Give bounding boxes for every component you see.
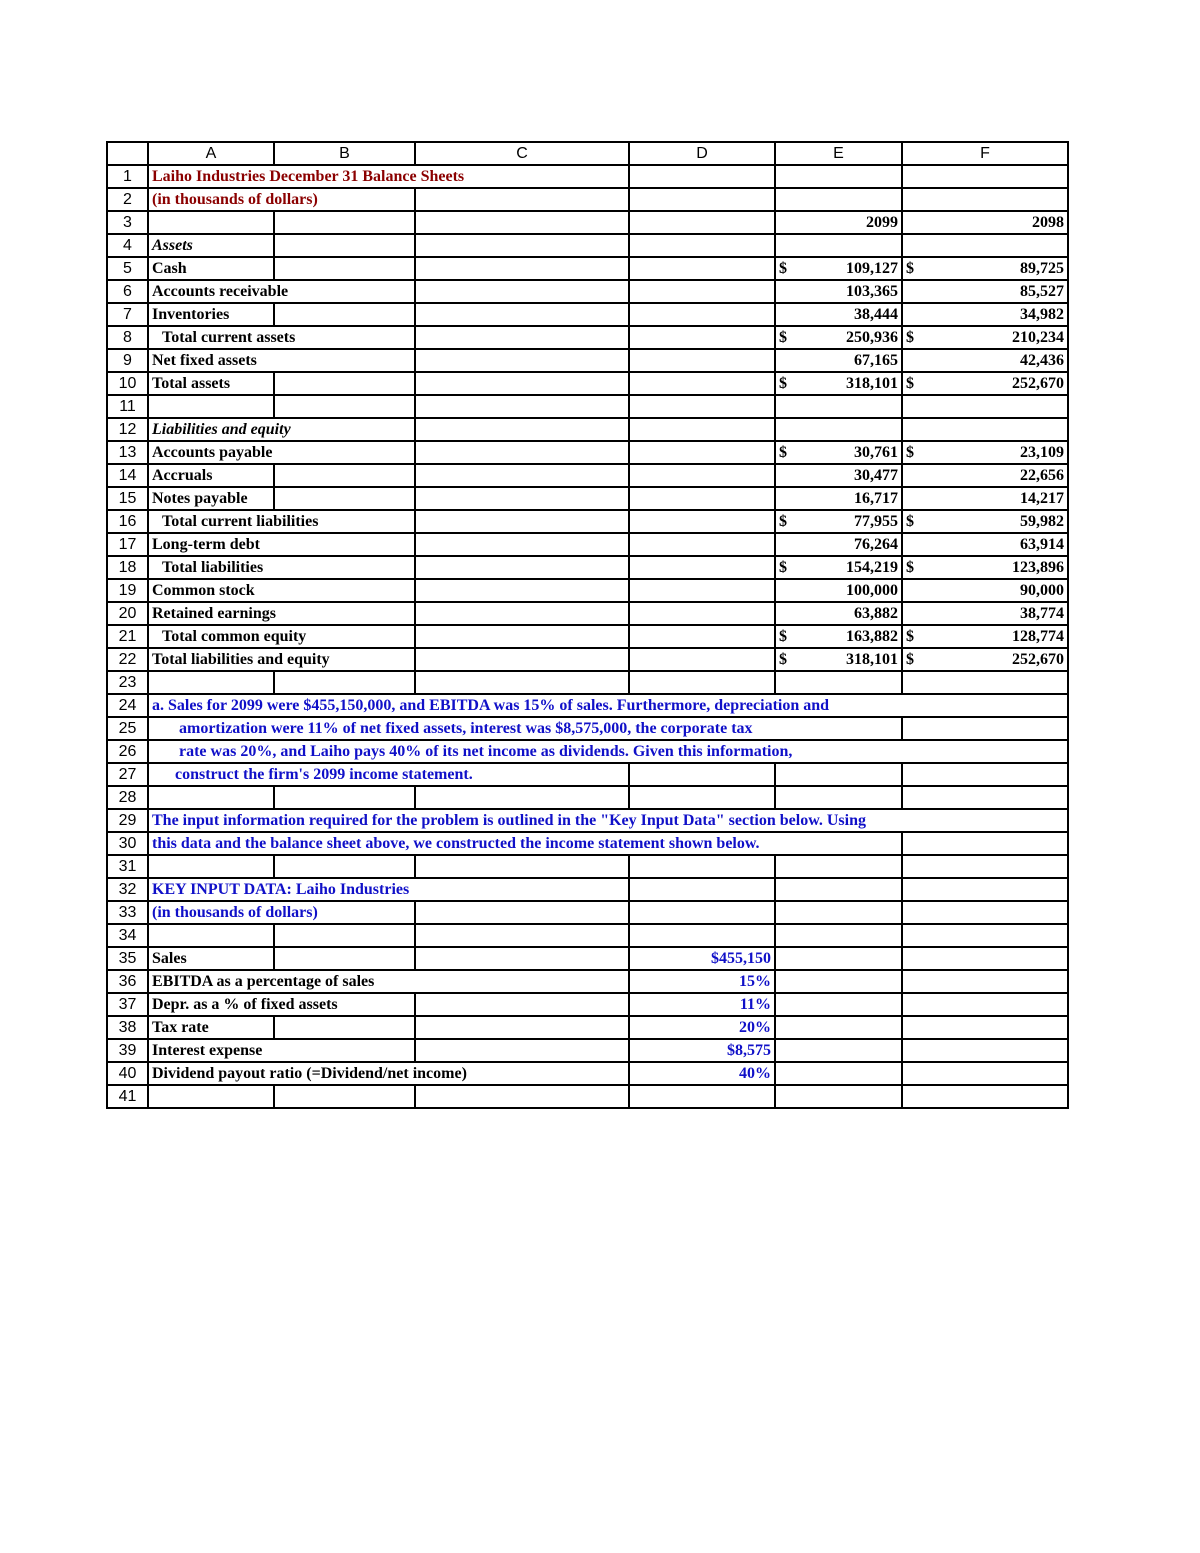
value-2098: 89,725 <box>1020 260 1064 277</box>
cell[interactable] <box>902 1062 1068 1085</box>
row-header[interactable]: 18 <box>107 556 148 579</box>
value-2099[interactable]: 67,165 <box>775 349 902 372</box>
cell[interactable] <box>902 947 1068 970</box>
cell[interactable] <box>629 556 775 579</box>
label-total-common-equity[interactable]: Total common equity <box>148 625 415 648</box>
cell[interactable] <box>629 188 775 211</box>
column-header-f[interactable]: F <box>902 142 1068 165</box>
column-header-e[interactable]: E <box>775 142 902 165</box>
cell[interactable] <box>902 832 1068 855</box>
question-line-4[interactable]: construct the firm's 2099 income statement. <box>148 763 629 786</box>
value-2098[interactable]: 63,914 <box>902 533 1068 556</box>
row-header[interactable]: 32 <box>107 878 148 901</box>
row-header[interactable]: 2 <box>107 188 148 211</box>
cell[interactable] <box>415 993 629 1016</box>
label-total-liabilities-and-equity[interactable]: Total liabilities and equity <box>148 648 415 671</box>
value-2099: 109,127 <box>846 260 898 277</box>
dollar-sign: $ <box>906 628 914 645</box>
cell[interactable] <box>902 878 1068 901</box>
cell[interactable] <box>629 372 775 395</box>
cell[interactable] <box>415 326 629 349</box>
cell[interactable] <box>629 510 775 533</box>
value-cell[interactable] <box>775 510 902 533</box>
value-2098: 128,774 <box>1012 628 1064 645</box>
row-header[interactable]: 4 <box>107 234 148 257</box>
cell[interactable] <box>274 1016 415 1039</box>
cell[interactable] <box>775 1062 902 1085</box>
cell[interactable] <box>902 924 1068 947</box>
cell[interactable] <box>148 786 274 809</box>
cell[interactable] <box>274 487 415 510</box>
input-value-interest[interactable]: $8,575 <box>629 1039 775 1062</box>
cell[interactable] <box>274 671 415 694</box>
cell[interactable] <box>415 395 629 418</box>
cell[interactable] <box>902 717 1068 740</box>
cell[interactable] <box>775 188 902 211</box>
dollar-sign: $ <box>779 651 787 668</box>
row-header[interactable]: 15 <box>107 487 148 510</box>
liabilities-heading[interactable]: Liabilities and equity <box>148 418 415 441</box>
row-header[interactable]: 12 <box>107 418 148 441</box>
cell[interactable] <box>415 1039 629 1062</box>
cell[interactable] <box>902 234 1068 257</box>
label-common-stock[interactable]: Common stock <box>148 579 415 602</box>
note-line-1[interactable]: The input information required for the problem is outlined in the "Key Input Data" section below. Using <box>148 809 1068 832</box>
year-2099-header[interactable]: 2099 <box>775 211 902 234</box>
value-cell[interactable] <box>902 648 1068 671</box>
value-cell[interactable] <box>902 372 1068 395</box>
label-long-term-debt[interactable]: Long-term debt <box>148 533 415 556</box>
cell[interactable] <box>148 1085 274 1108</box>
input-value-ebitda-pct[interactable]: 15% <box>629 970 775 993</box>
value-cell[interactable] <box>775 257 902 280</box>
value-2099: 30,761 <box>854 444 898 461</box>
cell[interactable] <box>274 855 415 878</box>
value-2098[interactable]: 42,436 <box>902 349 1068 372</box>
cell[interactable] <box>274 234 415 257</box>
input-label-sales[interactable]: Sales <box>148 947 274 970</box>
column-header-b[interactable]: B <box>274 142 415 165</box>
cell[interactable] <box>415 211 629 234</box>
cell[interactable] <box>415 901 629 924</box>
cell[interactable] <box>775 947 902 970</box>
row-header[interactable]: 9 <box>107 349 148 372</box>
column-header-d[interactable]: D <box>629 142 775 165</box>
input-value-tax-rate[interactable]: 20% <box>629 1016 775 1039</box>
row-header[interactable]: 39 <box>107 1039 148 1062</box>
cell[interactable] <box>415 1085 629 1108</box>
value-2098[interactable]: 14,217 <box>902 487 1068 510</box>
cell[interactable] <box>415 372 629 395</box>
value-cell[interactable] <box>775 372 902 395</box>
value-cell[interactable] <box>775 625 902 648</box>
row-header[interactable]: 34 <box>107 924 148 947</box>
cell[interactable] <box>902 993 1068 1016</box>
cell[interactable] <box>415 234 629 257</box>
cell[interactable] <box>629 326 775 349</box>
value-2098: 59,982 <box>1020 513 1064 530</box>
row-header[interactable]: 33 <box>107 901 148 924</box>
cell[interactable] <box>775 970 902 993</box>
dollar-sign: $ <box>906 260 914 277</box>
cell[interactable] <box>148 211 274 234</box>
cell[interactable] <box>415 786 629 809</box>
label-inventories[interactable]: Inventories <box>148 303 274 326</box>
cell[interactable] <box>274 464 415 487</box>
dollar-sign: $ <box>906 559 914 576</box>
cell[interactable] <box>629 165 775 188</box>
input-label-ebitda-pct[interactable]: EBITDA as a percentage of sales <box>148 970 629 993</box>
cell[interactable] <box>415 280 629 303</box>
row-header[interactable]: 19 <box>107 579 148 602</box>
cell[interactable] <box>629 441 775 464</box>
cell[interactable] <box>629 648 775 671</box>
row-header[interactable]: 24 <box>107 694 148 717</box>
cell[interactable] <box>629 1085 775 1108</box>
cell[interactable] <box>415 855 629 878</box>
row-header[interactable]: 7 <box>107 303 148 326</box>
value-cell[interactable] <box>902 556 1068 579</box>
cell[interactable] <box>629 234 775 257</box>
cell[interactable] <box>902 1016 1068 1039</box>
value-cell[interactable] <box>902 510 1068 533</box>
cell[interactable] <box>629 878 775 901</box>
label-notes-payable[interactable]: Notes payable <box>148 487 274 510</box>
dollar-sign: $ <box>906 329 914 346</box>
row-header[interactable]: 11 <box>107 395 148 418</box>
cell[interactable] <box>629 671 775 694</box>
question-line-1[interactable]: a. Sales for 2099 were $455,150,000, and EBITDA was 15% of sales. Furthermore, depreciation and <box>148 694 1068 717</box>
cell[interactable] <box>775 1085 902 1108</box>
cell[interactable] <box>274 211 415 234</box>
row-header[interactable]: 20 <box>107 602 148 625</box>
cell[interactable] <box>775 855 902 878</box>
value-2099[interactable]: 103,365 <box>775 280 902 303</box>
dollar-sign: $ <box>906 444 914 461</box>
cell[interactable] <box>902 763 1068 786</box>
row-header[interactable]: 13 <box>107 441 148 464</box>
value-2099[interactable]: 76,264 <box>775 533 902 556</box>
label-cash[interactable]: Cash <box>148 257 274 280</box>
row-header[interactable]: 21 <box>107 625 148 648</box>
label-net-fixed-assets[interactable]: Net fixed assets <box>148 349 415 372</box>
cell[interactable] <box>775 993 902 1016</box>
cell[interactable] <box>274 786 415 809</box>
column-header-a[interactable]: A <box>148 142 274 165</box>
cell[interactable] <box>274 1085 415 1108</box>
sheet-title[interactable]: Laiho Industries December 31 Balance Sheets <box>148 165 629 188</box>
input-value-payout[interactable]: 40% <box>629 1062 775 1085</box>
input-label-interest[interactable]: Interest expense <box>148 1039 415 1062</box>
cell[interactable] <box>274 395 415 418</box>
row-header[interactable]: 3 <box>107 211 148 234</box>
row-header[interactable]: 40 <box>107 1062 148 1085</box>
question-line-2[interactable]: amortization were 11% of net fixed assets, interest was $8,575,000, the corporate tax <box>148 717 902 740</box>
value-2099[interactable]: 63,882 <box>775 602 902 625</box>
value-2099: 163,882 <box>846 628 898 645</box>
cell[interactable] <box>629 786 775 809</box>
cell[interactable] <box>902 165 1068 188</box>
dollar-sign: $ <box>779 260 787 277</box>
cell[interactable] <box>902 855 1068 878</box>
row-header[interactable]: 10 <box>107 372 148 395</box>
cell[interactable] <box>629 211 775 234</box>
label-total-current-liabilities[interactable]: Total current liabilities <box>148 510 415 533</box>
value-cell[interactable] <box>902 625 1068 648</box>
cell[interactable] <box>902 786 1068 809</box>
cell[interactable] <box>629 349 775 372</box>
value-2098: 123,896 <box>1012 559 1064 576</box>
value-2099: 250,936 <box>846 329 898 346</box>
value-2099: 154,219 <box>846 559 898 576</box>
row-header[interactable]: 28 <box>107 786 148 809</box>
value-2099: 77,955 <box>854 513 898 530</box>
cell[interactable] <box>775 418 902 441</box>
key-input-title[interactable]: KEY INPUT DATA: Laiho Industries <box>148 878 629 901</box>
dollar-sign: $ <box>779 628 787 645</box>
label-accruals[interactable]: Accruals <box>148 464 274 487</box>
value-2098: 252,670 <box>1012 375 1064 392</box>
value-cell[interactable] <box>902 326 1068 349</box>
row-header[interactable]: 23 <box>107 671 148 694</box>
row-header[interactable]: 41 <box>107 1085 148 1108</box>
cell[interactable] <box>415 303 629 326</box>
input-label-tax-rate[interactable]: Tax rate <box>148 1016 274 1039</box>
cell[interactable] <box>415 625 629 648</box>
value-2098[interactable]: 34,982 <box>902 303 1068 326</box>
column-header-row <box>107 142 1068 165</box>
row-header[interactable]: 26 <box>107 740 148 763</box>
question-line-3[interactable]: rate was 20%, and Laiho pays 40% of its net income as dividends. Given this information, <box>148 740 1068 763</box>
row-header[interactable]: 25 <box>107 717 148 740</box>
cell[interactable] <box>629 763 775 786</box>
cell[interactable] <box>902 671 1068 694</box>
row-header[interactable]: 5 <box>107 257 148 280</box>
value-2099[interactable]: 38,444 <box>775 303 902 326</box>
label-total-liabilities[interactable]: Total liabilities <box>148 556 415 579</box>
value-2098: 23,109 <box>1020 444 1064 461</box>
cell[interactable] <box>148 395 274 418</box>
value-cell[interactable] <box>775 556 902 579</box>
cell[interactable] <box>415 487 629 510</box>
cell[interactable] <box>274 924 415 947</box>
input-value-depr-pct[interactable]: 11% <box>629 993 775 1016</box>
cell[interactable] <box>629 418 775 441</box>
cell[interactable] <box>415 257 629 280</box>
row-header[interactable]: 29 <box>107 809 148 832</box>
cell[interactable] <box>902 1085 1068 1108</box>
cell[interactable] <box>902 188 1068 211</box>
cell[interactable] <box>775 786 902 809</box>
row-header[interactable]: 17 <box>107 533 148 556</box>
column-header-c[interactable]: C <box>415 142 629 165</box>
value-2098[interactable]: 38,774 <box>902 602 1068 625</box>
value-cell[interactable] <box>775 441 902 464</box>
assets-heading[interactable]: Assets <box>148 234 274 257</box>
cell[interactable] <box>274 372 415 395</box>
value-2099: 318,101 <box>846 375 898 392</box>
dollar-sign: $ <box>906 375 914 392</box>
cell[interactable] <box>902 970 1068 993</box>
cell[interactable] <box>148 924 274 947</box>
value-2099: 318,101 <box>846 651 898 668</box>
cell[interactable] <box>775 234 902 257</box>
dollar-sign: $ <box>779 559 787 576</box>
label-accounts-payable[interactable]: Accounts payable <box>148 441 415 464</box>
cell[interactable] <box>148 671 274 694</box>
cell[interactable] <box>775 1039 902 1062</box>
cell[interactable] <box>415 648 629 671</box>
year-2098-header[interactable]: 2098 <box>902 211 1068 234</box>
cell[interactable] <box>415 188 629 211</box>
cell[interactable] <box>415 510 629 533</box>
value-2098[interactable]: 22,656 <box>902 464 1068 487</box>
cell[interactable] <box>629 280 775 303</box>
value-2098: 210,234 <box>1012 329 1064 346</box>
row-header[interactable]: 31 <box>107 855 148 878</box>
label-accounts-receivable[interactable]: Accounts receivable <box>148 280 415 303</box>
input-label-payout[interactable]: Dividend payout ratio (=Dividend/net income) <box>148 1062 629 1085</box>
dollar-sign: $ <box>779 329 787 346</box>
cell[interactable] <box>775 395 902 418</box>
note-line-2[interactable]: this data and the balance sheet above, we constructed the income statement shown below. <box>148 832 902 855</box>
cell[interactable] <box>775 763 902 786</box>
dollar-sign: $ <box>906 651 914 668</box>
cell[interactable] <box>629 602 775 625</box>
cell[interactable] <box>415 671 629 694</box>
row-header[interactable]: 1 <box>107 165 148 188</box>
value-2098: 252,670 <box>1012 651 1064 668</box>
row-header[interactable]: 37 <box>107 993 148 1016</box>
key-input-subtitle[interactable]: (in thousands of dollars) <box>148 901 415 924</box>
dollar-sign: $ <box>906 513 914 530</box>
value-2099[interactable]: 30,477 <box>775 464 902 487</box>
cell[interactable] <box>415 349 629 372</box>
value-2098[interactable]: 85,527 <box>902 280 1068 303</box>
corner-cell[interactable] <box>107 142 148 165</box>
value-2098[interactable]: 90,000 <box>902 579 1068 602</box>
cell[interactable] <box>629 924 775 947</box>
cell[interactable] <box>415 602 629 625</box>
value-cell[interactable] <box>902 257 1068 280</box>
input-label-depr-pct[interactable]: Depr. as a % of fixed assets <box>148 993 415 1016</box>
cell[interactable] <box>274 303 415 326</box>
cell[interactable] <box>274 947 415 970</box>
row-header[interactable]: 14 <box>107 464 148 487</box>
row-header[interactable]: 30 <box>107 832 148 855</box>
dollar-sign: $ <box>779 444 787 461</box>
row-header[interactable]: 22 <box>107 648 148 671</box>
input-value-sales[interactable]: $455,150 <box>629 947 775 970</box>
cell[interactable] <box>629 625 775 648</box>
cell[interactable] <box>775 671 902 694</box>
cell[interactable] <box>415 924 629 947</box>
cell[interactable] <box>902 418 1068 441</box>
value-cell[interactable] <box>902 441 1068 464</box>
cell[interactable] <box>629 303 775 326</box>
cell[interactable] <box>415 1016 629 1039</box>
row-header[interactable]: 16 <box>107 510 148 533</box>
row-header[interactable]: 35 <box>107 947 148 970</box>
cell[interactable] <box>775 165 902 188</box>
cell[interactable] <box>775 901 902 924</box>
cell[interactable] <box>775 878 902 901</box>
sheet-subtitle[interactable]: (in thousands of dollars) <box>148 188 415 211</box>
cell[interactable] <box>629 395 775 418</box>
spreadsheet-grid <box>106 141 1069 1109</box>
row-header[interactable]: 36 <box>107 970 148 993</box>
row-header[interactable]: 27 <box>107 763 148 786</box>
cell[interactable] <box>902 395 1068 418</box>
cell[interactable] <box>629 855 775 878</box>
cell[interactable] <box>902 901 1068 924</box>
cell[interactable] <box>148 855 274 878</box>
value-cell[interactable] <box>775 326 902 349</box>
cell[interactable] <box>775 1016 902 1039</box>
value-cell[interactable] <box>775 648 902 671</box>
cell[interactable] <box>629 901 775 924</box>
label-total-current-assets[interactable]: Total current assets <box>148 326 415 349</box>
cell[interactable] <box>415 579 629 602</box>
cell[interactable] <box>415 441 629 464</box>
row-header[interactable]: 6 <box>107 280 148 303</box>
cell[interactable] <box>629 487 775 510</box>
dollar-sign: $ <box>779 513 787 530</box>
row-header[interactable]: 38 <box>107 1016 148 1039</box>
cell[interactable] <box>415 947 629 970</box>
label-total-assets[interactable]: Total assets <box>148 372 274 395</box>
label-retained-earnings[interactable]: Retained earnings <box>148 602 415 625</box>
value-2099[interactable]: 16,717 <box>775 487 902 510</box>
cell[interactable] <box>415 533 629 556</box>
value-2099[interactable]: 100,000 <box>775 579 902 602</box>
cell[interactable] <box>629 464 775 487</box>
cell[interactable] <box>775 924 902 947</box>
row-header[interactable]: 8 <box>107 326 148 349</box>
dollar-sign: $ <box>779 375 787 392</box>
cell[interactable] <box>415 418 629 441</box>
cell[interactable] <box>629 257 775 280</box>
cell[interactable] <box>415 556 629 579</box>
cell[interactable] <box>902 1039 1068 1062</box>
cell[interactable] <box>274 257 415 280</box>
cell[interactable] <box>629 533 775 556</box>
cell[interactable] <box>415 464 629 487</box>
cell[interactable] <box>629 579 775 602</box>
